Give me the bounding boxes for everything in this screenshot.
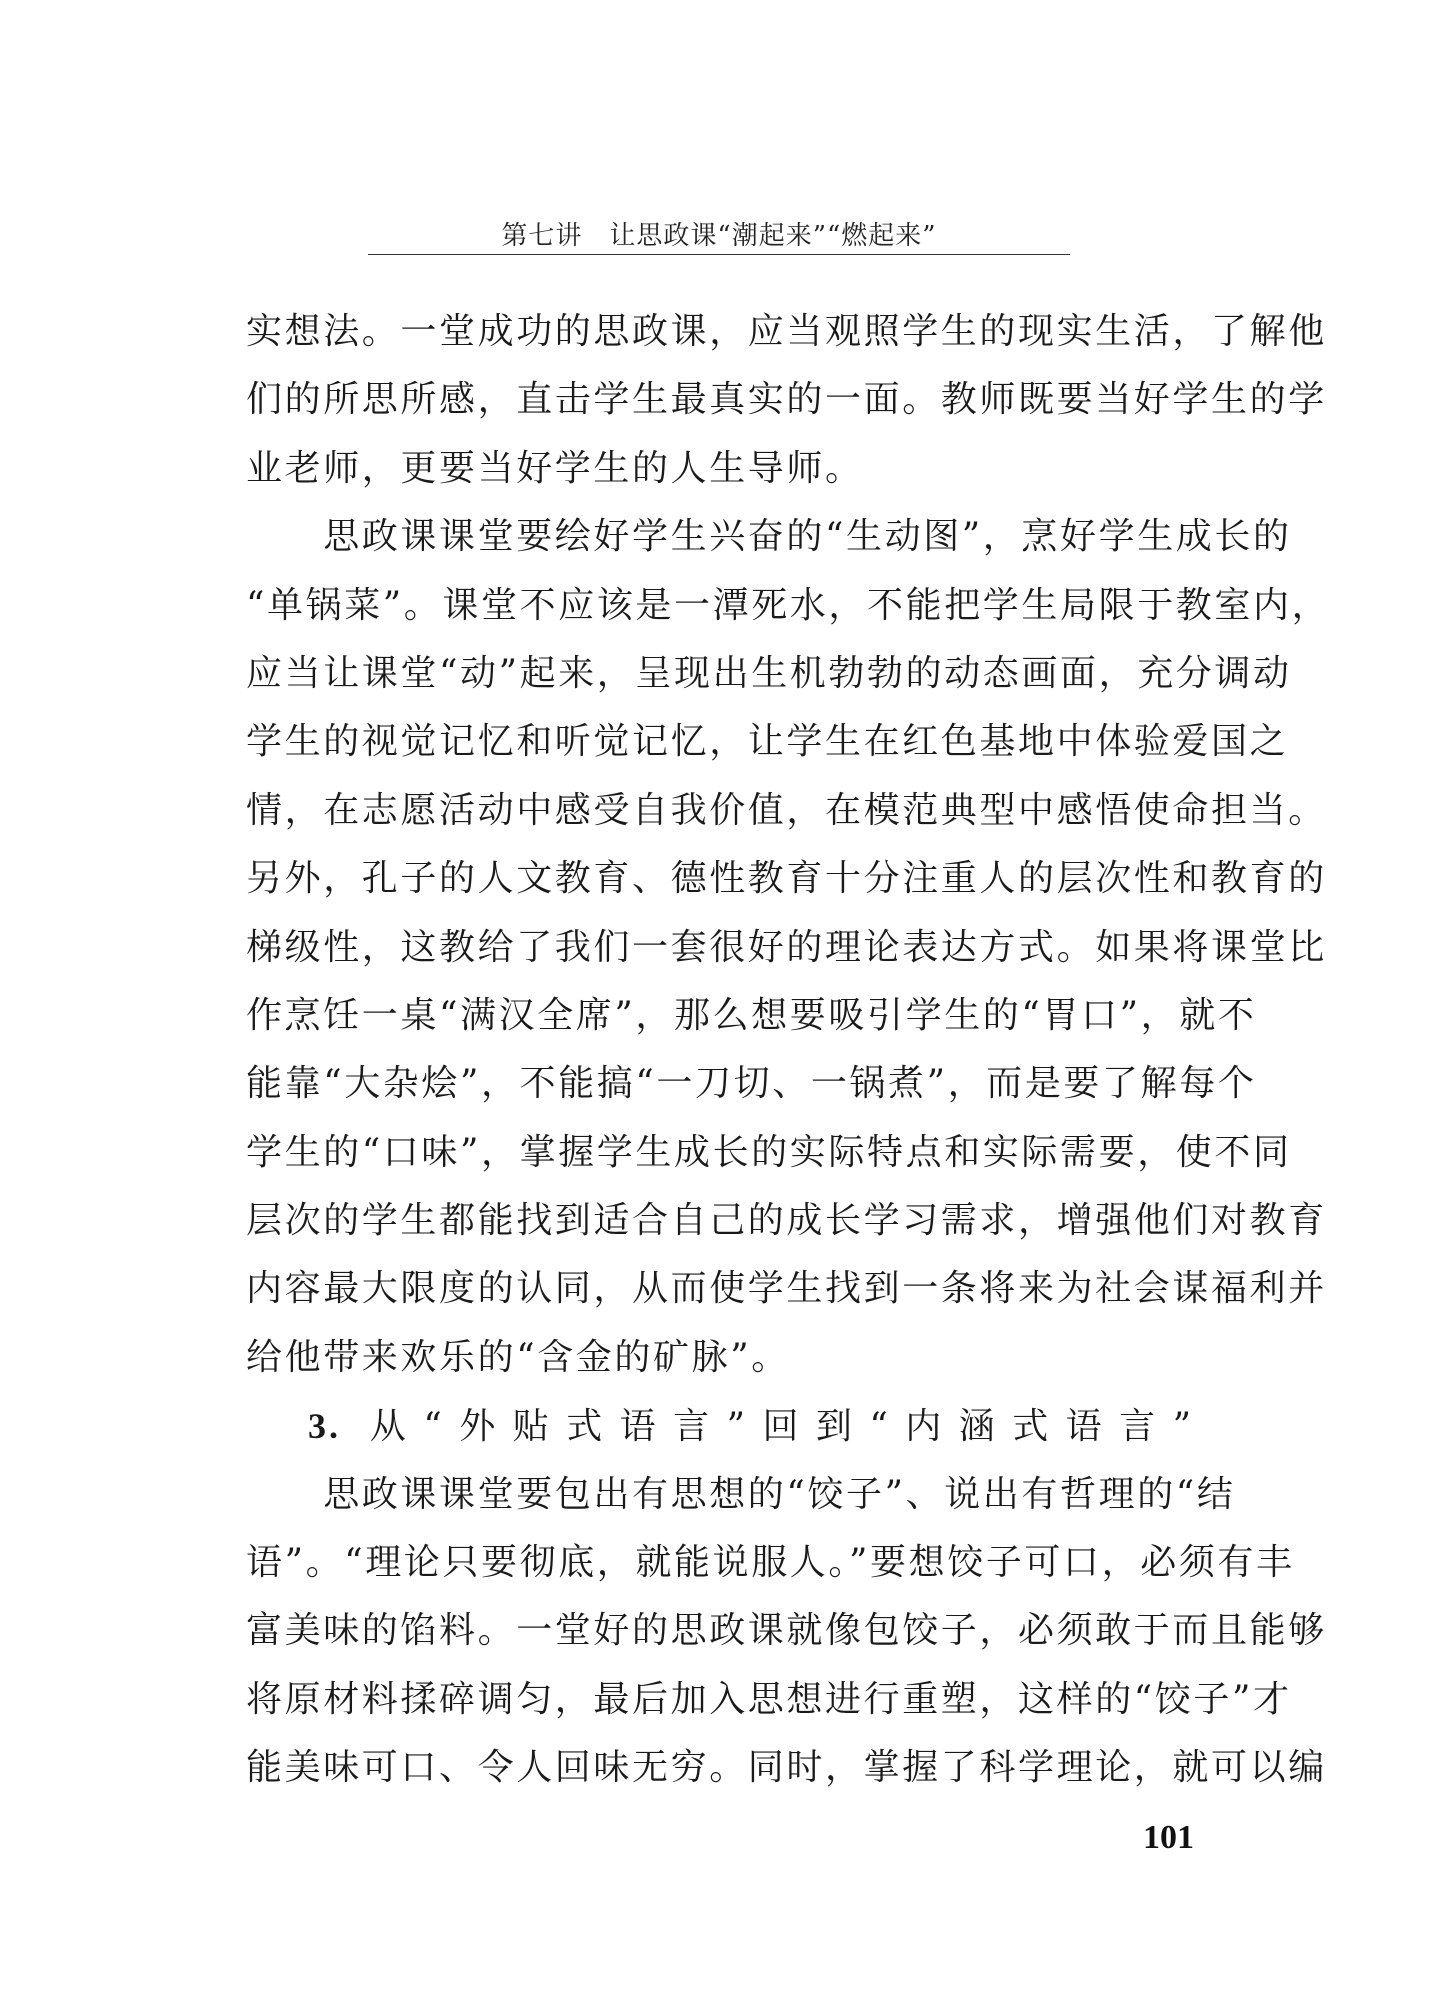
body-line: “单锅菜”。课堂不应该是一潭死水，不能把学生局限于教室内， xyxy=(246,584,1331,626)
body-line: 富美味的馅料。一堂好的思政课就像包饺子，必须敢于而且能够 xyxy=(246,1610,1327,1652)
body-line: 们的所思所感，直击学生最真实的一面。教师既要当好学生的学 xyxy=(246,379,1327,421)
header-rule xyxy=(368,254,1070,255)
body-line: 层次的学生都能找到适合自己的成长学习需求，增强他们对教育 xyxy=(246,1200,1327,1242)
body-line: 实想法。一堂成功的思政课，应当观照学生的现实生活，了解他 xyxy=(246,311,1327,352)
section-number: 3. xyxy=(308,1406,341,1447)
body-line: 给他带来欢乐的“含金的矿脉”。 xyxy=(246,1336,790,1378)
body-line: 应当让课堂“动”起来，呈现出生机勃勃的动态画面，充分调动 xyxy=(246,652,1292,694)
body-line: 业老师，更要当好学生的人生导师。 xyxy=(246,447,864,489)
section-heading xyxy=(246,1392,1194,1460)
running-header: 第七讲 让思政课“潮起来”“燃起来” xyxy=(501,221,937,251)
body-line: 学生的视觉记忆和听觉记忆，让学生在红色基地中体验爱国之 xyxy=(246,721,1289,763)
body-line: 情，在志愿活动中感受自我价值，在模范典型中感悟使命担当。 xyxy=(246,789,1327,831)
body-line: 能美味可口、令人回味无穷。同时，掌握了科学理论，就可以编 xyxy=(246,1747,1327,1789)
body-line: 语”。“理论只要彻底，就能说服人。”要想饺子可口，必须有丰 xyxy=(246,1542,1295,1584)
body-line: 梯级性，这教给了我们一套很好的理论表达方式。如果将课堂比 xyxy=(246,926,1327,968)
body-text xyxy=(246,298,1331,1803)
body-line: 学生的“口味”，掌握学生成长的实际特点和实际需要，使不同 xyxy=(246,1131,1292,1173)
body-line: 内容最大限度的认同，从而使学生找到一条将来为社会谋福利并 xyxy=(246,1268,1327,1310)
body-line: 思政课课堂要绘好学生兴奋的“生动图”，烹好学生成长的 xyxy=(246,516,1292,558)
page-number: 101 xyxy=(1143,1819,1194,1856)
body-line: 思政课课堂要包出有思想的“饺子”、说出有哲理的“结 xyxy=(246,1473,1236,1515)
section-title: 从“外贴式语言”回到“内涵式语言” xyxy=(369,1406,1194,1448)
body-line: 能靠“大杂烩”，不能搞“一刀切、一锅煮”，而是要了解每个 xyxy=(246,1063,1257,1105)
body-line: 将原材料揉碎调匀，最后加入思想进行重塑，这样的“饺子”才 xyxy=(246,1678,1292,1720)
body-line: 另外，孔子的人文教育、德性教育十分注重人的层次性和教育的 xyxy=(246,858,1327,900)
body-line: 作烹饪一桌“满汉全席”，那么想要吸引学生的“胃口”，就不 xyxy=(246,994,1257,1036)
